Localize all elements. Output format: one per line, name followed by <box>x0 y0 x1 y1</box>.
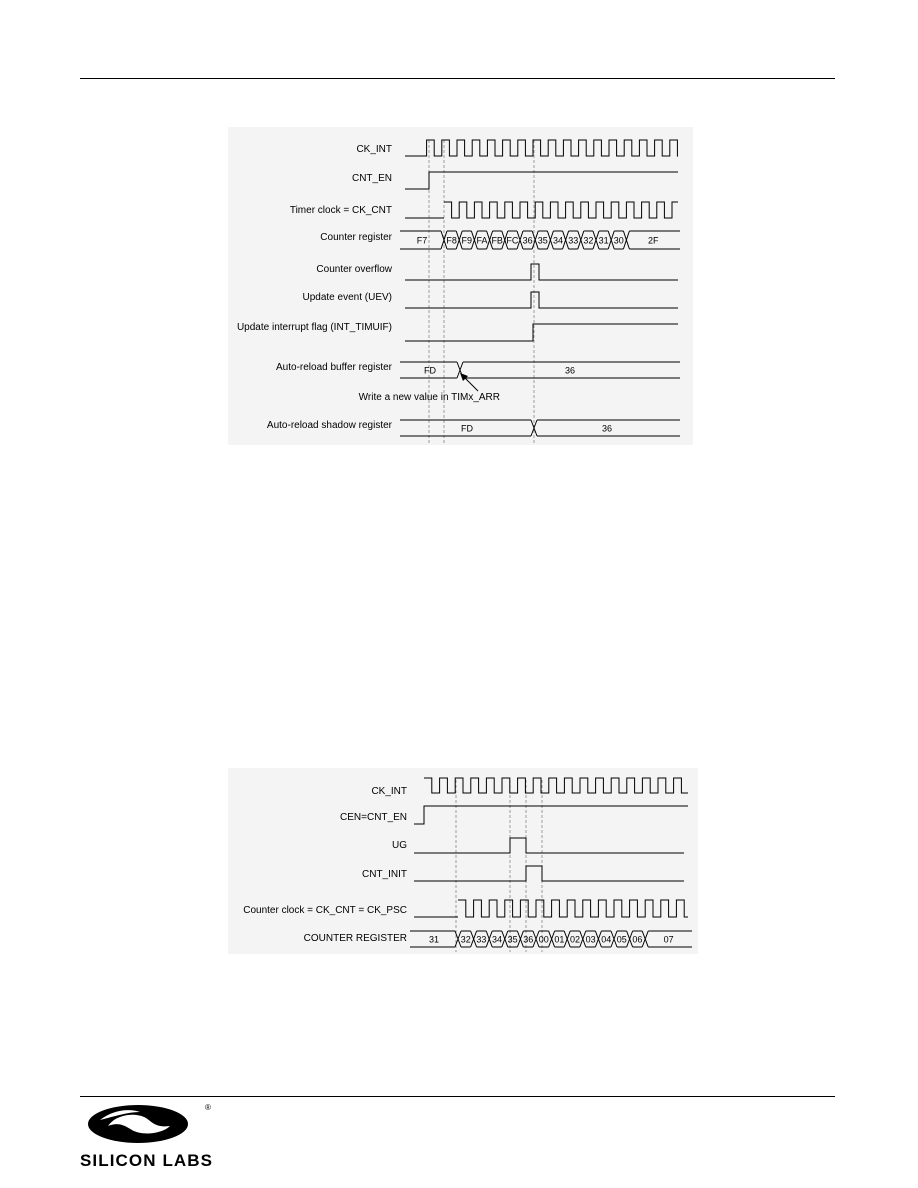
counter-register-value: 2F <box>647 235 659 246</box>
counter-register-value: F9 <box>461 235 473 246</box>
signal-label-cnt-init: CNT_INIT <box>362 869 407 880</box>
counter-register-value: F7 <box>416 235 428 246</box>
counter-register-value: 34 <box>552 235 564 246</box>
signal-label-ck-int: CK_INT <box>356 144 392 155</box>
counter-register-2-value: 07 <box>663 934 674 945</box>
signal-label-ck-int-2: CK_INT <box>371 786 407 797</box>
counter-register-value: FA <box>476 235 488 246</box>
signal-label-update-event: Update event (UEV) <box>302 292 392 303</box>
counter-register-2-value: 34 <box>491 934 503 945</box>
arr-shadow-value: FD <box>461 423 473 434</box>
counter-register-value: 31 <box>598 235 609 246</box>
registered-mark: ® <box>205 1103 211 1112</box>
counter-register-2-value: 36 <box>523 934 534 945</box>
arr-buffer-value: FD <box>424 365 436 376</box>
signal-label-cen: CEN=CNT_EN <box>340 812 407 823</box>
logo-text: SILICON LABS <box>80 1151 212 1170</box>
counter-register-2-value: 05 <box>616 934 627 945</box>
signal-label-arr-shadow: Auto-reload shadow register <box>266 420 392 431</box>
counter-register-value: FC <box>506 235 519 246</box>
counter-register-2-value: 03 <box>585 934 596 945</box>
counter-register-value: 35 <box>537 235 548 246</box>
counter-register-2-value: 02 <box>569 934 581 945</box>
counter-register-value: 36 <box>522 235 533 246</box>
logo-mark-icon <box>88 1105 188 1143</box>
counter-register-2-value: 06 <box>632 934 643 945</box>
counter-register-value: FB <box>491 235 503 246</box>
counter-register-2-value: 32 <box>460 934 471 945</box>
signal-label-update-interrupt-flag: Update interrupt flag (INT_TIMUIF) <box>236 322 392 333</box>
counter-register-2-value: 35 <box>507 934 518 945</box>
counter-register-2-value: 04 <box>601 934 612 945</box>
counter-register-2-value: 00 <box>538 934 549 945</box>
signal-label-counter-clock: Counter clock = CK_CNT = CK_PSC <box>243 905 407 916</box>
counter-register-value: 33 <box>568 235 579 246</box>
counter-register-2-value: 31 <box>428 934 440 945</box>
silicon-labs-logo <box>78 1100 218 1170</box>
signal-label-ug: UG <box>392 840 407 851</box>
arr-shadow-value: 36 <box>601 423 613 434</box>
write-tmx-arr-annotation: Write a new value in TIMx_ARR <box>358 392 500 403</box>
counter-register-2-value: 33 <box>476 934 487 945</box>
signal-label-arr-buffer: Auto-reload buffer register <box>276 362 392 373</box>
signal-label-cnt-en: CNT_EN <box>351 173 392 184</box>
counter-register-value: 32 <box>583 235 594 246</box>
signal-label-counter-register-2: COUNTER REGISTER <box>303 933 407 944</box>
counter-register-2-value: 01 <box>554 934 565 945</box>
signal-label-timer-clock: Timer clock = CK_CNT <box>289 205 392 216</box>
arr-buffer-value: 36 <box>564 365 576 376</box>
counter-register-value: F8 <box>446 235 457 246</box>
signal-label-counter-overflow: Counter overflow <box>316 264 392 275</box>
signal-label-counter-register: Counter register <box>320 232 392 243</box>
diagram2-background <box>228 768 698 954</box>
counter-register-value: 30 <box>613 235 624 246</box>
